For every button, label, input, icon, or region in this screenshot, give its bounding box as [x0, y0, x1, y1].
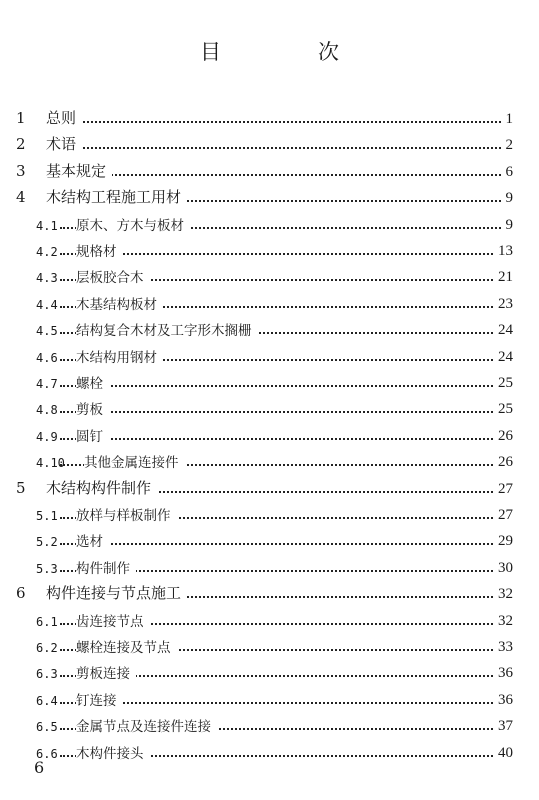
toc-leader-dots: [60, 543, 505, 545]
toc-entry-title: 齿连接节点: [76, 610, 150, 630]
toc-entry-page: 36: [493, 692, 513, 709]
toc-entry-page: 30: [493, 560, 513, 577]
toc-entry[interactable]: [0, 421, 539, 447]
toc-entry-number: 4: [16, 188, 26, 207]
toc-entry-number: 6.3: [36, 667, 58, 682]
toc-entry[interactable]: [0, 236, 539, 262]
toc-leader-dots: [60, 702, 505, 704]
toc-leader-dots: [60, 174, 505, 176]
toc-entry-number: 6.2: [36, 641, 58, 655]
toc-entry[interactable]: [0, 658, 539, 684]
toc-entry[interactable]: [0, 526, 539, 552]
toc-entry[interactable]: [0, 685, 539, 711]
toc-leader-dots: [60, 438, 505, 440]
toc-entry-number: 4.1: [36, 218, 58, 233]
toc-entry-title: 木基结构板材: [76, 293, 163, 313]
toc-entry-page: 21: [493, 269, 513, 286]
toc-entry-page: 26: [493, 454, 513, 471]
toc-entry-title: 规格材: [76, 240, 123, 260]
toc-entry-title: 钉连接: [76, 689, 123, 709]
toc-entry[interactable]: [0, 157, 539, 183]
toc-entry-title: 木构件接头: [76, 742, 150, 762]
toc-entry-page: 25: [493, 375, 513, 392]
toc-entry-number: 4.9: [36, 429, 58, 444]
toc-leader-dots: [60, 121, 505, 123]
toc-entry-title: 剪板: [76, 398, 109, 418]
toc-entry-number: 5.1: [36, 509, 58, 523]
toc-entry-page: 24: [493, 349, 513, 366]
toc-entry-number: 6.6: [36, 746, 58, 761]
toc-entry[interactable]: [0, 342, 539, 368]
toc-entry-number: 5.2: [36, 535, 58, 550]
toc-entry-page: 26: [493, 428, 513, 445]
toc-entry-title: 木结构用钢材: [76, 346, 163, 366]
toc-entry-page: 6: [501, 164, 514, 181]
toc-entry-page: 27: [493, 507, 513, 524]
toc-entry[interactable]: [0, 130, 539, 156]
toc-entry-page: 32: [493, 586, 513, 603]
toc-entry-title: 其他金属连接件: [84, 451, 185, 471]
toc-entry[interactable]: [0, 553, 539, 579]
toc-entry-title: 选材: [76, 530, 109, 550]
toc-entry-number: 4.10: [36, 456, 65, 471]
toc-entry-title: 基本规定: [46, 160, 112, 181]
toc-entry-number: 4.3: [36, 271, 58, 286]
toc-entry-page: 2: [501, 137, 514, 154]
toc-entry-title: 圆钉: [76, 425, 109, 445]
toc-entry-page: 36: [493, 665, 513, 682]
toc-entry[interactable]: [0, 500, 539, 526]
toc-entry-page: 1: [501, 111, 514, 128]
toc-entry-number: 3: [16, 161, 26, 180]
toc-entry-page: 32: [493, 613, 513, 630]
toc-entry-title: 层板胶合木: [76, 266, 150, 286]
toc-entry[interactable]: [0, 104, 539, 130]
toc-leader-dots: [60, 385, 505, 387]
toc-entry[interactable]: [0, 738, 539, 764]
toc-entry-title: 金属节点及连接件连接: [76, 715, 217, 735]
page-number: 6: [34, 758, 45, 777]
toc-entry[interactable]: [0, 315, 539, 341]
toc-entry[interactable]: [0, 210, 539, 236]
toc-entry-number: 4.8: [36, 403, 58, 418]
toc-entry[interactable]: [0, 289, 539, 315]
toc-entry-page: 13: [493, 243, 513, 260]
toc-entry[interactable]: [0, 394, 539, 420]
toc-leader-dots: [60, 411, 505, 413]
toc-entry-number: 6.4: [36, 693, 58, 708]
toc-entry-number: 1: [16, 109, 26, 127]
toc-entry-number: 5.3: [36, 561, 58, 576]
toc-entry-page: 9: [501, 190, 514, 207]
toc-entry[interactable]: [0, 606, 539, 632]
toc-entry-title: 总则: [46, 107, 82, 128]
toc-entry-page: 24: [493, 322, 513, 339]
toc-entry-title: 木结构工程施工用材: [46, 186, 187, 207]
toc-entry-number: 4.4: [36, 297, 58, 312]
toc-entry-title: 构件制作: [76, 557, 136, 577]
page-title: 目 次: [200, 40, 377, 64]
toc-entry-number: 6.5: [36, 720, 58, 735]
toc-entry[interactable]: [0, 474, 539, 500]
toc-entry-number: 5: [16, 478, 26, 497]
toc-entry-title: 木结构构件制作: [46, 477, 157, 498]
toc-entry[interactable]: [0, 711, 539, 737]
toc-entry-title: 结构复合木材及工字形木搁栅: [76, 319, 258, 339]
toc-entry[interactable]: [0, 579, 539, 605]
toc-entry-page: 9: [501, 217, 514, 234]
toc-entry-title: 剪板连接: [76, 662, 136, 682]
toc-entry-number: 4.6: [36, 350, 58, 365]
toc-entry-page: 25: [493, 401, 513, 418]
toc-entry-number: 4.7: [36, 377, 58, 391]
toc-leader-dots: [60, 253, 505, 255]
toc-entry-title: 构件连接与节点施工: [46, 582, 187, 603]
toc-entry-title: 原木、方木与板材: [76, 214, 190, 234]
toc-entry-page: 23: [493, 296, 513, 313]
toc-entry-page: 40: [493, 745, 513, 762]
toc-entry-page: 27: [493, 481, 513, 498]
toc-entry[interactable]: [0, 183, 539, 209]
toc-entry-number: 4.5: [36, 324, 58, 339]
toc-leader-dots: [60, 147, 505, 149]
toc-entry[interactable]: [0, 262, 539, 288]
toc-entry-title: 放样与样板制作: [76, 504, 177, 524]
toc-entry-title: 螺栓连接及节点: [76, 636, 177, 656]
toc-entry-number: 6.1: [36, 614, 58, 629]
toc-entry-number: 4.2: [36, 245, 58, 259]
toc-entry-page: 33: [493, 639, 513, 656]
toc-entry-number: 2: [16, 135, 26, 154]
toc-entry[interactable]: [0, 632, 539, 658]
toc-entry[interactable]: [0, 368, 539, 394]
toc-entry-page: 37: [493, 718, 513, 735]
toc-entry[interactable]: [0, 447, 539, 473]
toc-entry-title: 术语: [46, 133, 82, 154]
toc-entry-number: 6: [16, 584, 26, 603]
toc-entry-title: 螺栓: [76, 372, 109, 392]
toc-entry-page: 29: [493, 533, 513, 550]
